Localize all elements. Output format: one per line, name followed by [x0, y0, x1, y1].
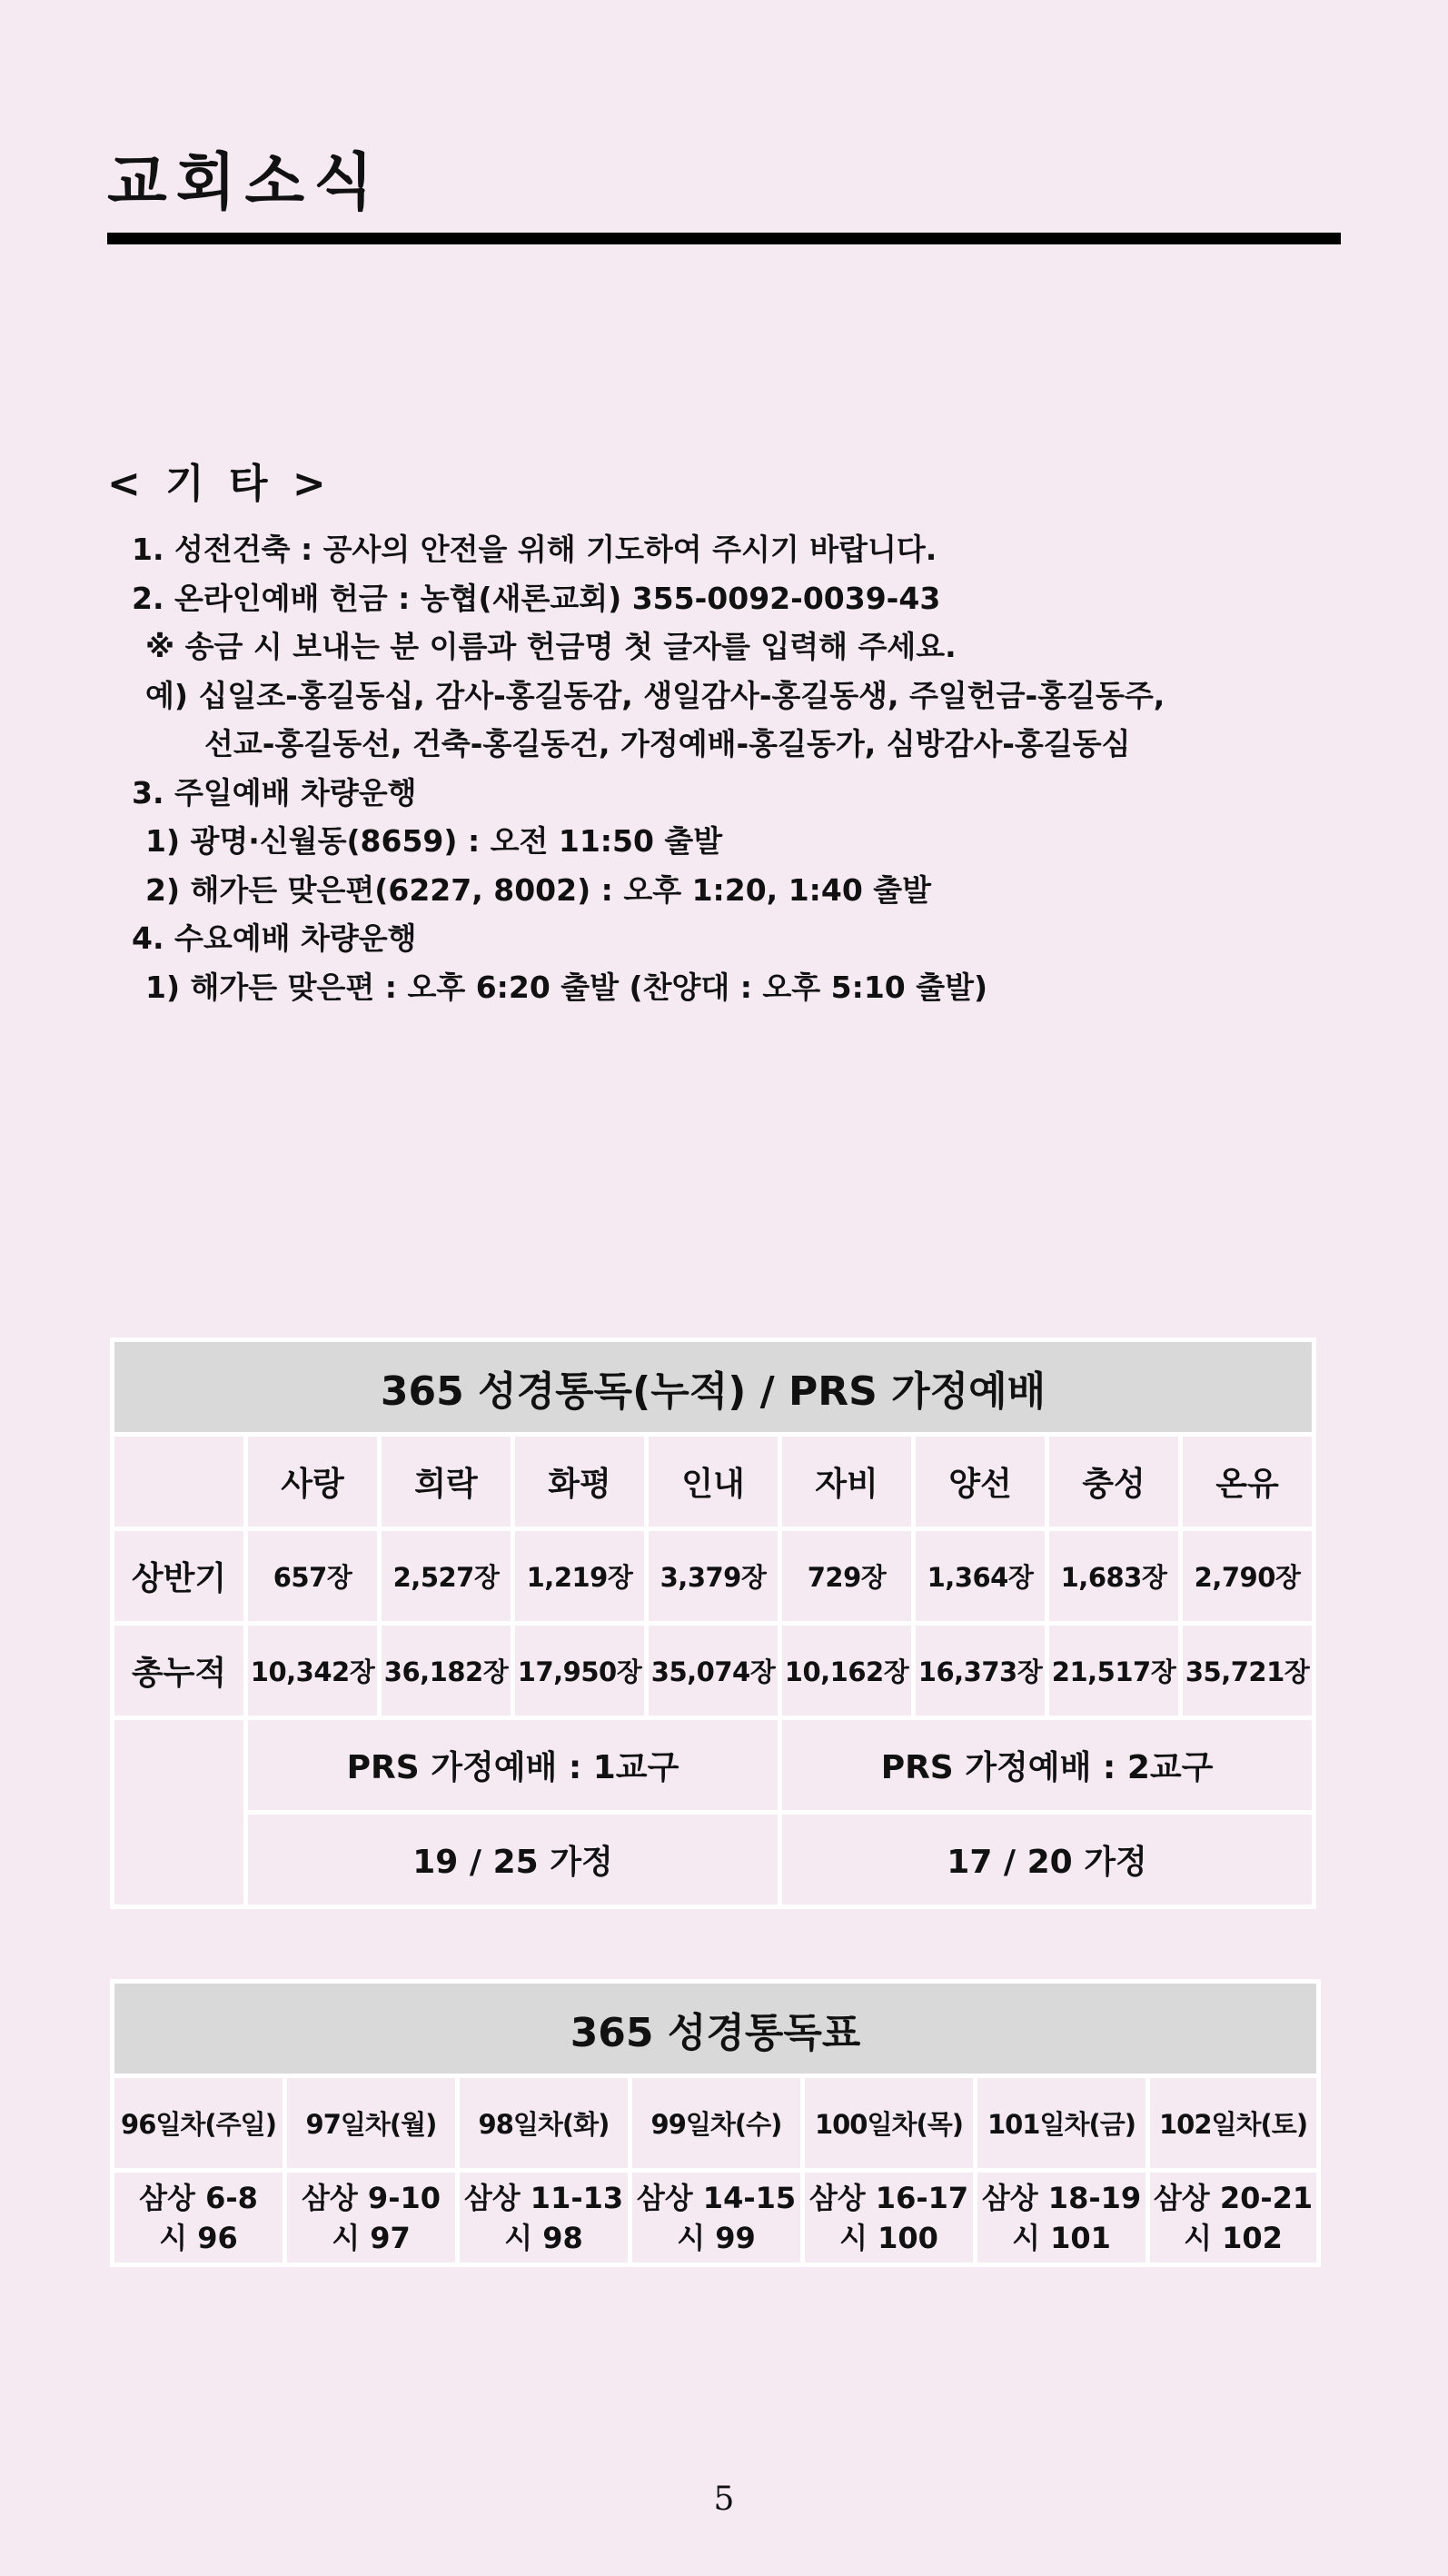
day-header: 101일차(금) — [976, 2076, 1148, 2171]
table-cell: 2,527장 — [380, 1529, 513, 1624]
table-cell: 1,219장 — [513, 1529, 647, 1624]
table-cell: 35,074장 — [647, 1624, 780, 1718]
column-header: 온유 — [1181, 1435, 1314, 1529]
notice-example: 예) 십일조-홍길동십, 감사-홍길동감, 생일감사-홍길동생, 주일헌금-홍길동주, — [145, 677, 1165, 713]
day-header: 100일차(목) — [803, 2076, 976, 2171]
notice-subitem: 1) 광명·신월동(8659) : 오전 11:50 출발 — [145, 823, 723, 859]
day-header: 97일차(월) — [285, 2076, 458, 2171]
reading-psalm: 시 98 — [504, 2220, 583, 2255]
reading-cell — [803, 2171, 976, 2265]
table-cell: 10,342장 — [246, 1624, 380, 1718]
table-cell: 2,790장 — [1181, 1529, 1314, 1624]
reading-schedule-table — [110, 1979, 1321, 2267]
notice-subitem: 1) 해가든 맞은편 : 오후 6:20 출발 (찬양대 : 오후 5:10 출발) — [145, 969, 988, 1005]
prs-value-row — [113, 1813, 1314, 1907]
table-title: 365 성경통독표 — [113, 1982, 1319, 2076]
notice-item: 1. 성전건축 : 공사의 안전을 위해 기도하여 주시기 바랍니다. — [132, 532, 937, 567]
column-header: 자비 — [780, 1435, 914, 1529]
reading-cell — [285, 2171, 458, 2265]
day-header: 96일차(주일) — [113, 2076, 285, 2171]
prs-label-row — [113, 1718, 1314, 1813]
reading-cell — [1148, 2171, 1319, 2265]
reading-cell — [976, 2171, 1148, 2265]
notice-note: ※ 송금 시 보내는 분 이름과 헌금명 첫 글자를 입력해 주세요. — [145, 629, 957, 664]
page-number: 5 — [713, 2481, 735, 2518]
prs-value-1: 19 / 25 가정 — [246, 1813, 780, 1907]
reading-book: 삼상 6-8 — [139, 2180, 258, 2215]
table-cell: 36,182장 — [380, 1624, 513, 1718]
notice-item: 3. 주일예배 차량운행 — [132, 774, 417, 811]
row-header: 총누적 — [113, 1624, 246, 1718]
column-header: 사랑 — [246, 1435, 380, 1529]
table-cell: 10,162장 — [780, 1624, 914, 1718]
column-header: 충성 — [1047, 1435, 1181, 1529]
page-title: 교회소식 — [107, 147, 382, 219]
reading-book: 삼상 20-21 — [1153, 2180, 1314, 2215]
table-row — [113, 1624, 1314, 1718]
section-heading: < 기 타 > — [107, 461, 332, 507]
table-row — [113, 1529, 1314, 1624]
reading-cell — [630, 2171, 803, 2265]
column-header: 인내 — [647, 1435, 780, 1529]
table-title: 365 성경통독(누적) / PRS 가정예배 — [113, 1340, 1314, 1435]
table-cell: 657장 — [246, 1529, 380, 1624]
reading-psalm: 시 101 — [1012, 2220, 1111, 2255]
table-cell: 17,950장 — [513, 1624, 647, 1718]
table-cell: 35,721장 — [1181, 1624, 1314, 1718]
column-header: 화평 — [513, 1435, 647, 1529]
table-cell: 1,683장 — [1047, 1529, 1181, 1624]
day-header-row — [113, 2076, 1319, 2171]
day-header: 102일차(토) — [1148, 2076, 1319, 2171]
day-header: 99일차(수) — [630, 2076, 803, 2171]
bible-reading-table — [110, 1338, 1316, 1909]
reading-book: 삼상 14-15 — [636, 2180, 797, 2215]
notice-list — [0, 525, 1448, 1011]
reading-psalm: 시 100 — [839, 2220, 938, 2255]
column-header: 희락 — [380, 1435, 513, 1529]
table-cell: 729장 — [780, 1529, 914, 1624]
title-divider — [107, 233, 1341, 244]
prs-value-2: 17 / 20 가정 — [780, 1813, 1314, 1907]
reading-row — [113, 2171, 1319, 2265]
table-cell: 3,379장 — [647, 1529, 780, 1624]
table-cell: 21,517장 — [1047, 1624, 1181, 1718]
reading-cell — [458, 2171, 630, 2265]
prs-label-1: PRS 가정예배 : 1교구 — [246, 1718, 780, 1813]
notice-item: 2. 온라인예배 헌금 : 농협(새론교회) 355-0092-0039-43 — [132, 580, 941, 616]
reading-book: 삼상 9-10 — [301, 2180, 441, 2215]
reading-book: 삼상 11-13 — [463, 2180, 624, 2215]
prs-label-2: PRS 가정예배 : 2교구 — [780, 1718, 1314, 1813]
corner-cell — [113, 1435, 246, 1529]
blank-cell — [113, 1718, 246, 1907]
day-header: 98일차(화) — [458, 2076, 630, 2171]
reading-book: 삼상 18-19 — [981, 2180, 1142, 2215]
notice-subitem: 2) 해가든 맞은편(6227, 8002) : 오후 1:20, 1:40 출발 — [145, 871, 932, 908]
reading-cell — [113, 2171, 285, 2265]
table-cell: 16,373장 — [914, 1624, 1047, 1718]
table-cell: 1,364장 — [914, 1529, 1047, 1624]
reading-psalm: 시 97 — [332, 2220, 411, 2255]
notice-item: 4. 수요예배 차량운행 — [132, 920, 417, 956]
reading-book: 삼상 16-17 — [808, 2180, 969, 2215]
column-header: 양선 — [914, 1435, 1047, 1529]
notice-example: 선교-홍길동선, 건축-홍길동건, 가정예배-홍길동가, 심방감사-홍길동심 — [204, 726, 1131, 761]
reading-psalm: 시 99 — [677, 2220, 756, 2255]
reading-psalm: 시 96 — [159, 2220, 238, 2255]
reading-psalm: 시 102 — [1184, 2220, 1283, 2255]
table-header-row — [113, 1435, 1314, 1529]
row-header: 상반기 — [113, 1529, 246, 1624]
